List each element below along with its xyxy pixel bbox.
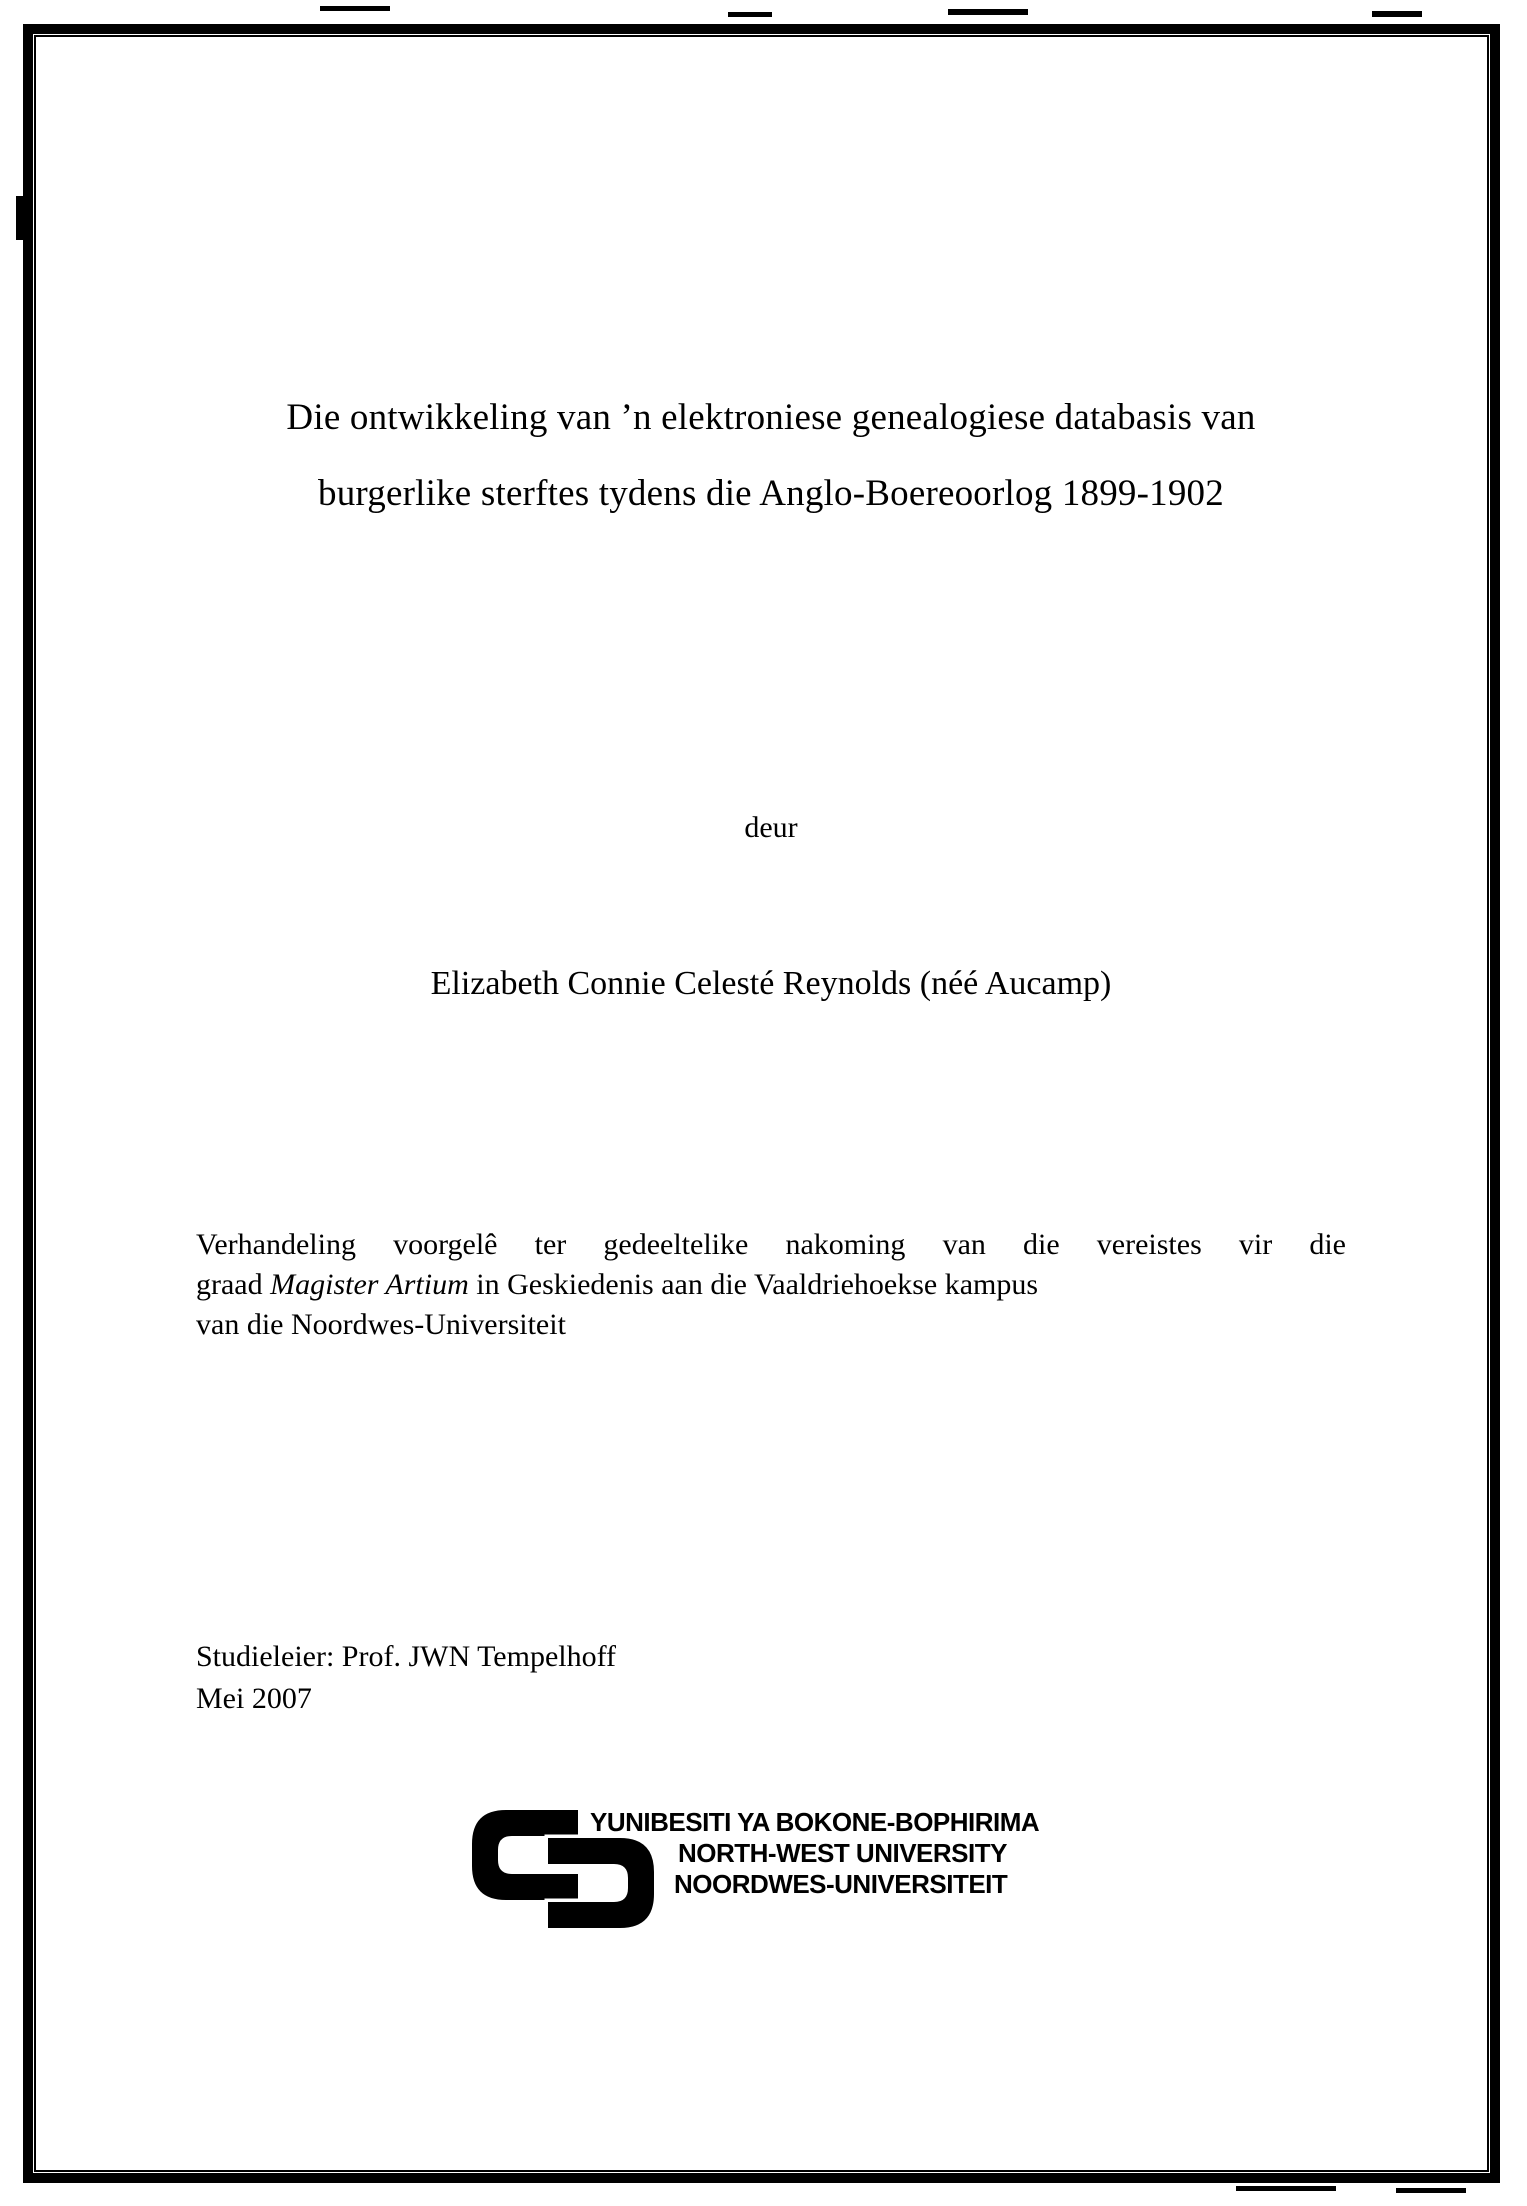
scan-artifact (1396, 2188, 1466, 2193)
author-name: Elizabeth Connie Celesté Reynolds (néé Aucamp) (430, 965, 1112, 1002)
degree-statement-line-2-before: graad (196, 1268, 263, 1301)
degree-statement-line-2-after: in Geskiedenis aan die Vaaldriehoekse kampus (476, 1268, 1039, 1301)
university-wordmark (590, 1807, 1039, 1900)
thesis-title-line-2: burgerlike sterftes tydens die Anglo-Boereoorlog 1899-1902 (318, 473, 1224, 514)
degree-statement-line-1: Verhandeling voorgelê ter gedeeltelike nakoming van die vereistes vir die (196, 1228, 1346, 1261)
scan-artifact (320, 6, 390, 11)
degree-name-italic: Magister Artium (270, 1268, 469, 1301)
university-name-english: NORTH-WEST UNIVERSITY (678, 1838, 1007, 1868)
supervisor-line: Studieleier: Prof. JWN Tempelhoff (196, 1640, 617, 1673)
university-name-setswana: YUNIBESITI YA BOKONE-BOPHIRIMA (590, 1807, 1040, 1837)
scan-artifact (16, 196, 30, 240)
scan-artifact (1372, 11, 1422, 17)
scan-artifact (728, 12, 772, 17)
supervisor-block (196, 1636, 1346, 1720)
date-line: Mei 2007 (196, 1682, 312, 1715)
university-logo (472, 1807, 1132, 1942)
degree-statement (196, 1225, 1346, 1345)
byline-label: deur (744, 811, 798, 844)
thesis-title-line-1: Die ontwikkeling van ’n elektroniese genealogiese databasis van (286, 397, 1256, 438)
degree-statement-line-3: van die Noordwes-Universiteit (196, 1308, 566, 1341)
degree-statement-line-2 (196, 1265, 1346, 1305)
scan-artifact (1236, 2186, 1336, 2191)
thesis-title (196, 380, 1346, 532)
university-name-afrikaans: NOORDWES-UNIVERSITEIT (674, 1869, 1008, 1899)
scan-artifact (948, 9, 1028, 15)
